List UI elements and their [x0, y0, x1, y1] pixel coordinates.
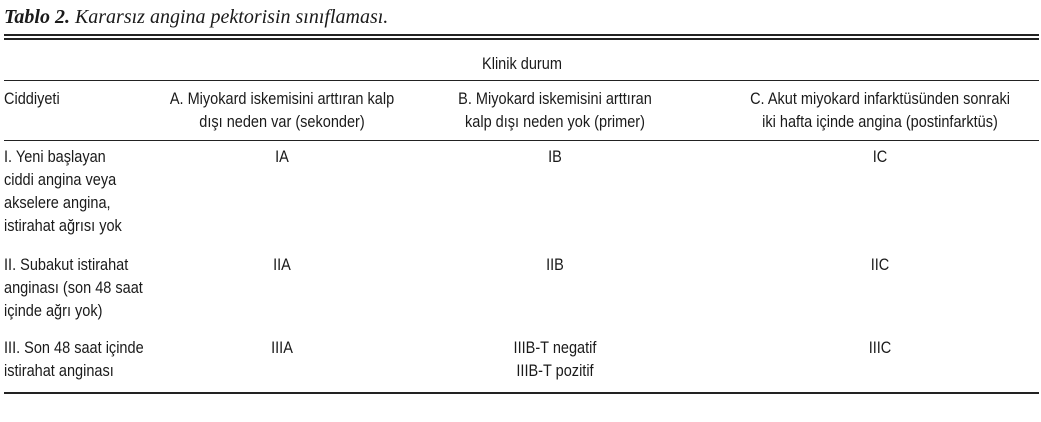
header-severity: Ciddiyeti [4, 90, 60, 108]
top-double-rule-upper [4, 34, 1039, 36]
group-header-rule [4, 80, 1039, 81]
row-2-col-c: IIC [870, 256, 890, 274]
row-3-col-c: IIIC [868, 339, 892, 357]
bottom-rule [4, 392, 1039, 394]
row-1-col-a: IA [275, 148, 289, 166]
group-header-klinik-durum: Klinik durum [482, 55, 562, 73]
caption-label: Tablo 2. [4, 6, 70, 28]
caption-text: Kararsız angina pektorisin sınıflaması. [74, 6, 389, 28]
row-3-col-a: IIIA [271, 339, 293, 357]
row-1-severity: I. Yeni başlayan ciddi angina veya akselere angina, istirahat ağrısı yok [4, 148, 122, 235]
row-1-col-c: IC [872, 148, 888, 166]
header-col-c: C. Akut miyokard infarktüsünden sonraki iki hafta içinde angina (postinfarktüs) [750, 90, 1010, 131]
row-2-col-b: IIB [546, 256, 564, 274]
row-2-severity: II. Subakut istirahat anginası (son 48 saat içinde ağrı yok) [4, 256, 143, 320]
row-3-col-b: IIIB-T negatif IIIB-T pozitif [513, 339, 597, 380]
header-col-a: A. Miyokard iskemisini arttıran kalp dışı neden var (sekonder) [169, 90, 395, 131]
row-1-col-b: IB [548, 148, 562, 166]
row-2-col-a: IIA [273, 256, 291, 274]
header-rule [4, 140, 1039, 141]
table-caption [4, 4, 388, 30]
top-double-rule-lower [4, 38, 1039, 40]
header-col-b: B. Miyokard iskemisini arttıran kalp dışı neden yok (primer) [458, 90, 652, 131]
row-3-severity: III. Son 48 saat içinde istirahat anginası [4, 339, 144, 380]
